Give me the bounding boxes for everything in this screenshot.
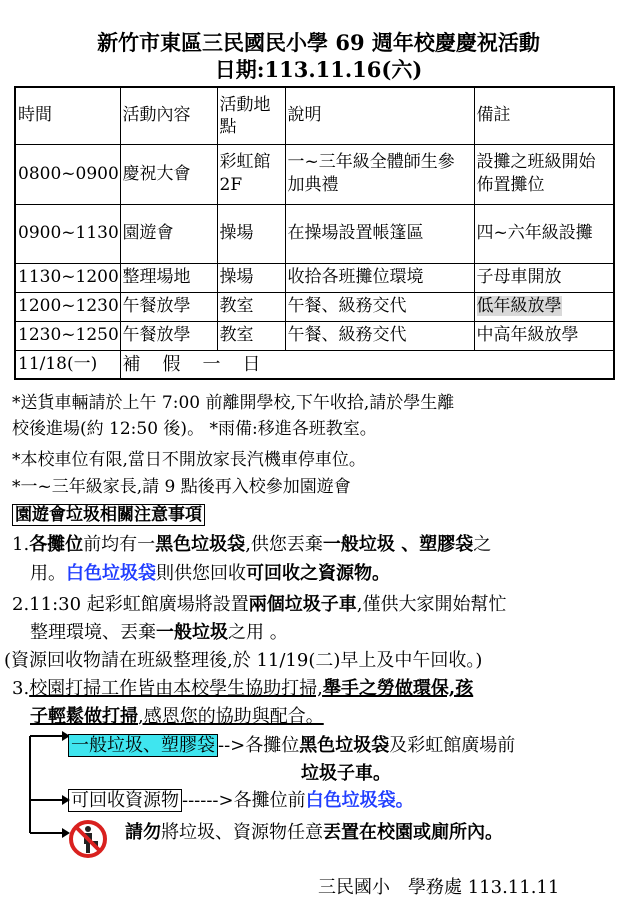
flow-no-littering: 請勿將垃圾、資源物任意丟置在校園或廁所內。	[125, 822, 503, 843]
header-cell: 備註	[474, 87, 614, 144]
recycle-note: (資源回收物請在班級整理後,於 11/19(二)早上及中午回收。)	[4, 650, 483, 671]
activity-cell: 慶祝大會	[120, 144, 217, 204]
activity-cell: 整理場地	[120, 263, 217, 292]
event-date: 日期:113.11.16(六)	[214, 57, 423, 82]
location-cell: 操場	[217, 204, 285, 263]
remark-cell: 子母車開放	[474, 263, 614, 292]
header-cell: 活動內容	[120, 87, 217, 144]
activity-cell: 午餐放學	[120, 292, 217, 321]
header-cell: 活動地點	[217, 87, 285, 144]
page-title: 新竹市東區三民國民小學 69 週年校慶慶祝活動	[97, 30, 540, 55]
note-line: 校後進場(約 12:50 後)。 *雨備:移進各班教室。	[12, 419, 377, 439]
activity-cell: 園遊會	[120, 204, 217, 263]
remark-highlight: 低年級放學	[476, 296, 562, 316]
holiday-date-cell: 11/18(一)	[15, 350, 120, 379]
garbage-item-2-cont: 整理環境、丟棄一般垃圾之用 。	[30, 622, 288, 643]
remark-cell: 設攤之班級開始佈置攤位	[474, 144, 614, 204]
no-littering-icon	[68, 819, 108, 859]
flow-general-waste: 一般垃圾、塑膠袋 -->各攤位黑色垃圾袋及彩虹館廣場前	[68, 735, 515, 757]
description-cell: 收拾各班攤位環境	[285, 263, 474, 292]
note-line: *一~三年級家長,請 9 點後再入校參加園遊會	[12, 477, 351, 497]
holiday-label-cell: 補 假 一 日	[120, 350, 614, 379]
flow-general-waste-cont: 垃圾子車。	[301, 763, 391, 784]
garbage-heading: 園遊會垃圾相關注意事項	[12, 504, 205, 526]
description-cell: 一~三年級全體師生參加典禮	[285, 144, 474, 204]
garbage-item-1-cont: 用。白色垃圾袋則供您回收可回收之資源物。	[30, 563, 390, 584]
description-cell: 在操場設置帳篷區	[285, 204, 474, 263]
header-cell: 說明	[285, 87, 474, 144]
location-cell: 教室	[217, 321, 285, 350]
description-cell: 午餐、級務交代	[285, 321, 474, 350]
time-cell: 0800~0900	[15, 144, 120, 204]
time-cell: 0900~1130	[15, 204, 120, 263]
garbage-item-3: 3.校園打掃工作皆由本校學生協助打掃,舉手之勞做環保,孩	[12, 678, 474, 699]
time-cell: 1230~1250	[15, 321, 120, 350]
remark-cell: 四~六年級設攤	[474, 204, 614, 263]
time-cell: 1200~1230	[15, 292, 120, 321]
note-line: *本校車位有限,當日不開放家長汽機車停車位。	[12, 450, 366, 470]
activity-cell: 午餐放學	[120, 321, 217, 350]
garbage-item-1: 1.各攤位前均有一黑色垃圾袋,供您丟棄一般垃圾 、塑膠袋之	[12, 534, 492, 555]
note-line: *送貨車輛請於上午 7:00 前離開學校,下午收拾,請於學生離	[12, 393, 455, 413]
location-cell: 彩虹館 2F	[217, 144, 285, 204]
location-cell: 教室	[217, 292, 285, 321]
remark-cell: 中高年級放學	[474, 321, 614, 350]
description-cell: 午餐、級務交代	[285, 292, 474, 321]
signature: 三民國小 學務處 113.11.11	[318, 877, 560, 898]
flow-recyclables: 可回收資源物 ------>各攤位前白色垃圾袋。	[68, 790, 414, 812]
location-cell: 操場	[217, 263, 285, 292]
time-cell: 1130~1200	[15, 263, 120, 292]
header-cell: 時間	[15, 87, 120, 144]
garbage-item-3-cont: 子輕鬆做打掃,感恩您的協助與配合。	[30, 706, 324, 727]
garbage-item-2: 2.11:30 起彩虹館廣場將設置兩個垃圾子車,僅供大家開始幫忙	[12, 594, 507, 615]
